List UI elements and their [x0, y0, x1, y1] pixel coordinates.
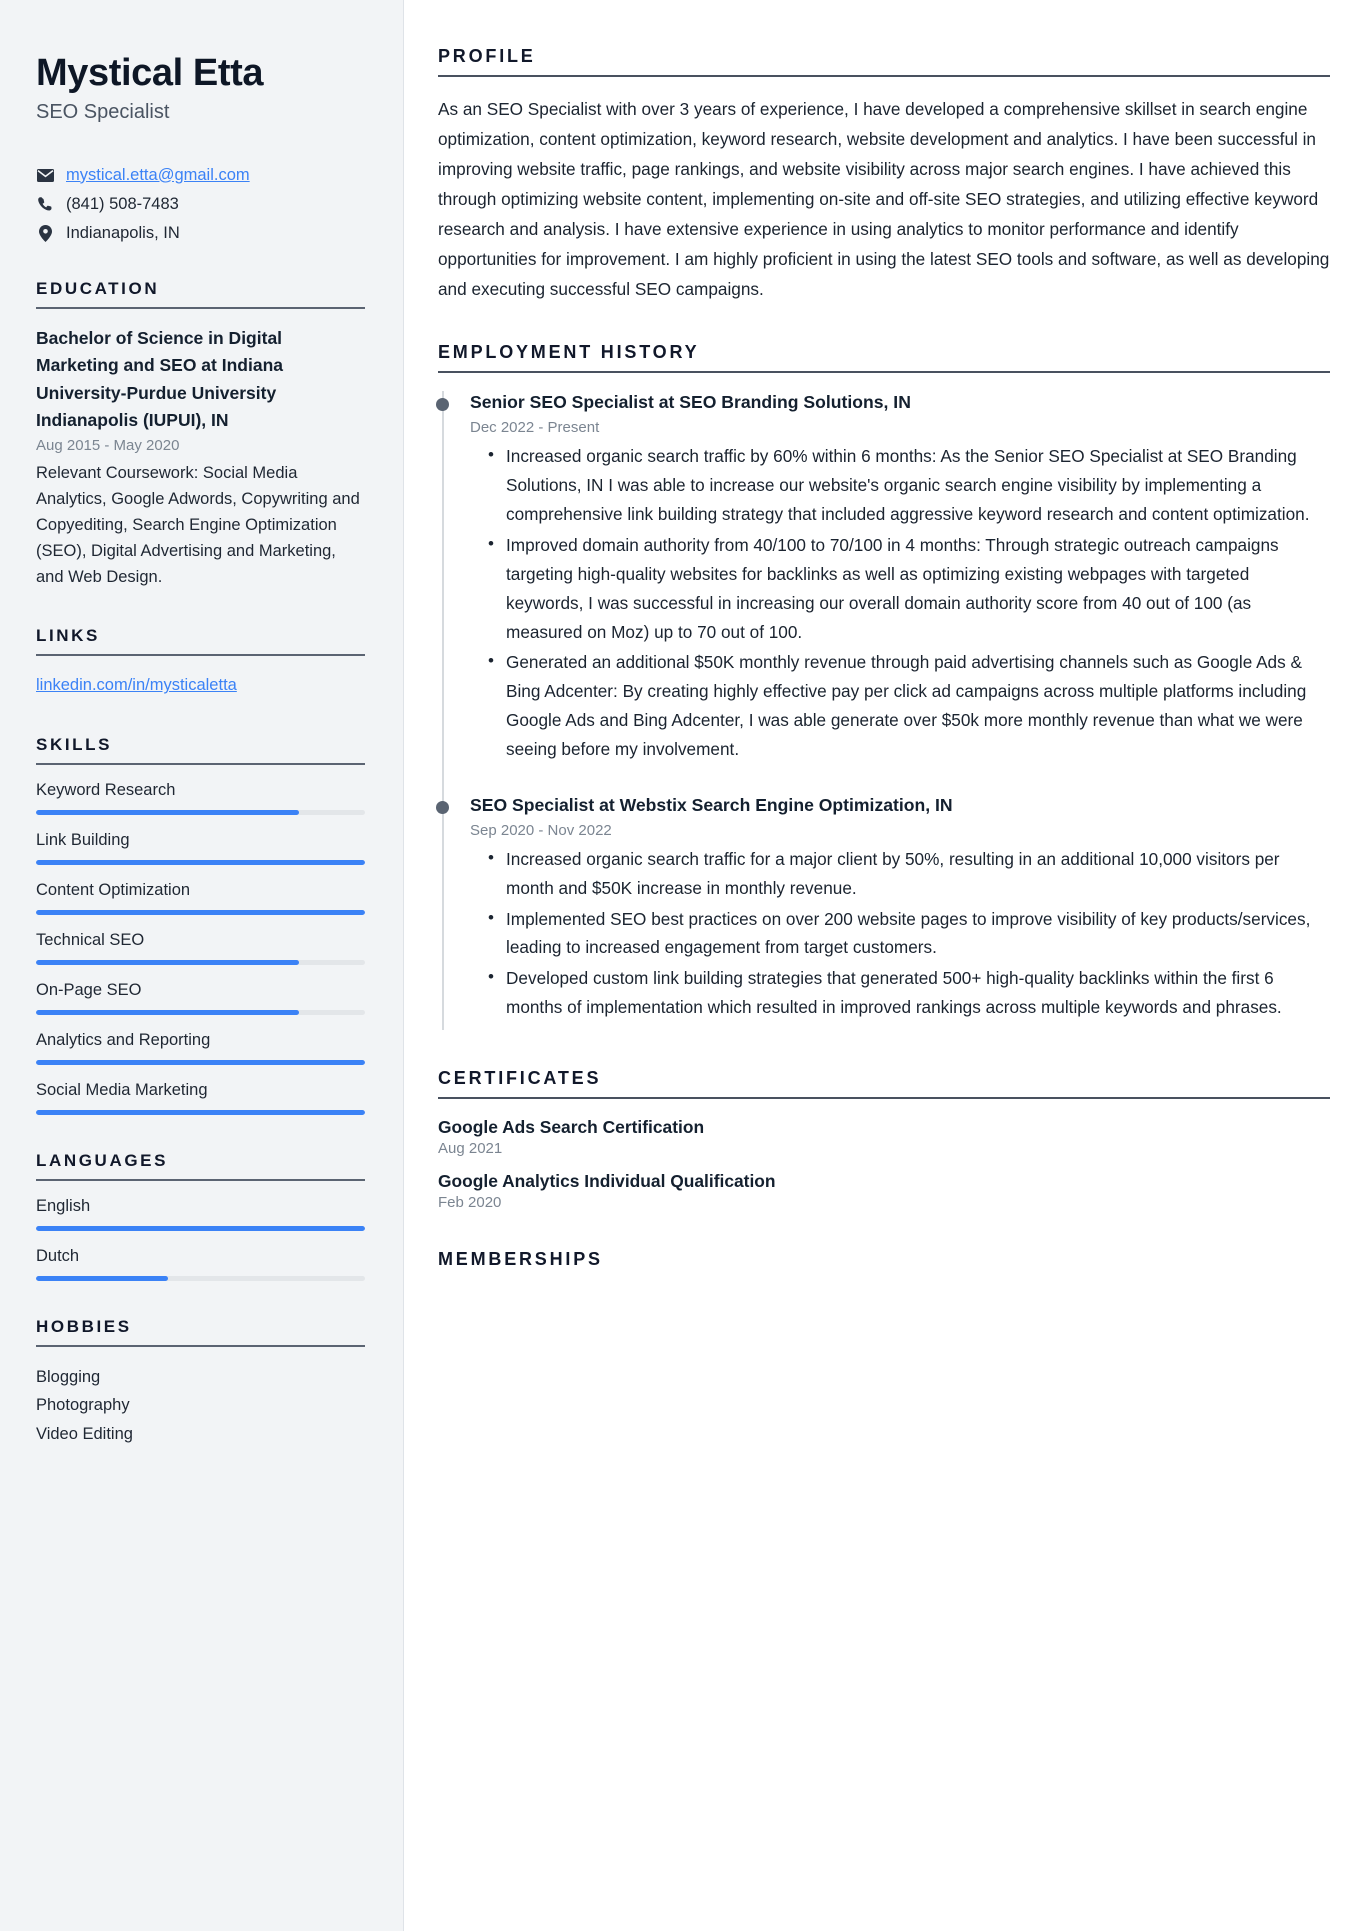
skill-level-fill: [36, 910, 365, 915]
skill-level-track: [36, 1010, 365, 1015]
section-memberships-title: MEMBERSHIPS: [438, 1249, 603, 1270]
hobby-item: Video Editing: [36, 1424, 133, 1443]
timeline-dot-icon: [436, 398, 449, 411]
section-memberships: [438, 1249, 1330, 1270]
employment-bullet: • Improved domain authority from 40/100 to 70/100 in 4 months: Through strategic outreach campaigns targeting high-quality websites for backlinks as well as optimizing existing webpages with targeted keywords, I was successful in increasing our overall domain authority score from 40 out of 100 (as measured on Moz) up to 70 out of 100.: [506, 531, 1330, 647]
section-employment-title: EMPLOYMENT HISTORY: [438, 342, 700, 363]
education-description: Relevant Coursework: Social Media Analytics, Google Adwords, Copywriting and Copyediting, Search Engine Optimization (SEO), Digital Advertising and Marketing, and Web Design.: [36, 464, 360, 587]
timeline-dot-icon: [436, 801, 449, 814]
skill-label: Analytics and Reporting: [36, 1030, 211, 1049]
certificates-list: [438, 1117, 1330, 1211]
section-profile-title: PROFILE: [438, 46, 536, 66]
languages-list: [36, 1197, 365, 1281]
employment-bullet: • Generated an additional $50K monthly revenue through paid advertising channels such as Google Ads & Bing Adcenter: By creating highly effective pay per click ad campaigns across multiple platforms including Google Ads and Bing Adcenter, I was able generate over $50k more monthly revenue than what we were seeing before my involvement.: [506, 648, 1330, 764]
contact-location-row: [36, 224, 365, 243]
language-item: [36, 1247, 365, 1281]
link-item[interactable]: [36, 672, 365, 698]
employment-bullet-list: [470, 442, 1330, 764]
skill-level-track: [36, 1110, 365, 1115]
skill-level-track: [36, 910, 365, 915]
certificate-name: Google Analytics Individual Qualification: [438, 1171, 776, 1192]
contact-list: [36, 166, 365, 243]
skill-level-fill: [36, 860, 365, 865]
skill-item: [36, 931, 365, 965]
employment-bullet: • Implemented SEO best practices on over 200 website pages to improve visibility of key products/services, leading to increased engagement from target customers.: [506, 905, 1330, 963]
employment-title: SEO Specialist at Webstix Search Engine Optimization, IN: [470, 795, 953, 815]
skill-item: [36, 1031, 365, 1065]
candidate-name: Mystical Etta: [36, 52, 264, 94]
contact-phone-row: [36, 195, 365, 214]
language-level-track: [36, 1276, 365, 1281]
skill-label: Keyword Research: [36, 780, 176, 799]
language-level-track: [36, 1226, 365, 1231]
employment-bullet: • Increased organic search traffic by 60% within 6 months: As the Senior SEO Specialist at SEO Branding Solutions, IN I was able to increase our website's organic search engine visibility by implementing a comprehensive link building strategy that included aggressive keyword research and content optimization.: [506, 442, 1330, 529]
phone-icon: [36, 196, 54, 212]
language-level-fill: [36, 1276, 168, 1281]
skills-list: [36, 781, 365, 1115]
section-employment-divider: [438, 371, 1330, 373]
section-profile-divider: [438, 75, 1330, 77]
skill-item: [36, 1081, 365, 1115]
hobby-item: Blogging: [36, 1367, 101, 1386]
employment-bullet: • Developed custom link building strategies that generated 500+ high-quality backlinks within the first 6 months of implementation which resulted in improved rankings across multiple keywords and phrases.: [506, 964, 1330, 1022]
section-certificates: [438, 1068, 1330, 1211]
certificate-date: Aug 2021: [438, 1140, 503, 1158]
certificate-date: Feb 2020: [438, 1194, 502, 1212]
employment-title: Senior SEO Specialist at SEO Branding Solutions, IN: [470, 392, 911, 413]
language-label: English: [36, 1196, 91, 1215]
section-skills-title: SKILLS: [36, 734, 113, 754]
main-content: [404, 0, 1366, 1931]
section-hobbies-title: HOBBIES: [36, 1316, 132, 1336]
certificate-item: [438, 1117, 1330, 1157]
section-education: [36, 279, 365, 591]
section-links: [36, 626, 365, 698]
section-languages: [36, 1151, 365, 1281]
hobby-item: Photography: [36, 1396, 130, 1415]
certificate-item: [438, 1171, 1330, 1211]
section-education-divider: [36, 307, 365, 309]
skill-label: On-Page SEO: [36, 980, 142, 999]
hobbies-list: [36, 1363, 365, 1448]
skill-level-fill: [36, 1060, 365, 1065]
skill-item: [36, 831, 365, 865]
skill-level-track: [36, 810, 365, 815]
employment-timeline: [442, 391, 1330, 1030]
section-certificates-title: CERTIFICATES: [438, 1068, 602, 1089]
certificate-name: Google Ads Search Certification: [438, 1117, 705, 1138]
education-degree: Bachelor of Science in Digital Marketing and SEO at Indiana University-Purdue University Indianapolis (IUPUI), IN: [36, 327, 283, 431]
employment-entry: [470, 794, 1330, 1030]
employment-entry: [470, 391, 1330, 772]
email-icon: [36, 169, 54, 182]
skill-level-track: [36, 860, 365, 865]
section-languages-title: LANGUAGES: [36, 1150, 169, 1170]
email-link[interactable]: mystical.etta@gmail.com: [66, 165, 250, 184]
skill-level-fill: [36, 960, 299, 965]
skill-level-fill: [36, 810, 299, 815]
section-links-divider: [36, 654, 365, 656]
section-profile: [438, 46, 1330, 304]
skill-label: Content Optimization: [36, 880, 191, 899]
section-skills-divider: [36, 763, 365, 765]
name-block: [36, 52, 365, 124]
contact-email-row[interactable]: [36, 166, 365, 185]
section-employment-history: [438, 342, 1330, 1030]
candidate-job-title: SEO Specialist: [36, 100, 170, 123]
language-label: Dutch: [36, 1246, 80, 1265]
section-languages-divider: [36, 1179, 365, 1181]
employment-bullet-list: [470, 845, 1330, 1022]
section-hobbies-divider: [36, 1345, 365, 1347]
employment-date: Sep 2020 - Nov 2022: [470, 821, 612, 839]
skill-item: [36, 781, 365, 815]
language-level-fill: [36, 1226, 365, 1231]
skill-item: [36, 881, 365, 915]
linkedin-link[interactable]: linkedin.com/in/mysticaletta: [36, 676, 237, 695]
skill-level-track: [36, 1060, 365, 1065]
skill-label: Link Building: [36, 830, 130, 849]
education-date: Aug 2015 - May 2020: [36, 437, 180, 455]
section-hobbies: [36, 1317, 365, 1448]
skill-label: Social Media Marketing: [36, 1080, 208, 1099]
skill-item: [36, 981, 365, 1015]
phone-value: (841) 508-7483: [66, 194, 179, 213]
language-item: [36, 1197, 365, 1231]
employment-date: Dec 2022 - Present: [470, 419, 600, 437]
section-links-title: LINKS: [36, 626, 100, 646]
location-value: Indianapolis, IN: [66, 223, 180, 242]
skill-level-fill: [36, 1110, 365, 1115]
employment-spacer: [470, 772, 1330, 794]
skill-level-fill: [36, 1010, 299, 1015]
sidebar: [0, 0, 404, 1931]
employment-bullet: • Increased organic search traffic for a major client by 50%, resulting in an additional 10,000 visitors per month and $50K increase in monthly revenue.: [506, 845, 1330, 903]
location-pin-icon: [36, 225, 54, 242]
skill-label: Technical SEO: [36, 930, 145, 949]
section-skills: [36, 735, 365, 1115]
skill-level-track: [36, 960, 365, 965]
profile-text: As an SEO Specialist with over 3 years of experience, I have developed a comprehensive skillset in search engine optimization, content optimization, keyword research, website development and analytics. I have been successful in improving website traffic, page rankings, and website visibility across major search engines. I have achieved this through optimizing website content, implementing on-site and off-site SEO strategies, and utilizing effective keyword research and analysis. I have extensive experience in using analytics to monitor performance and identify opportunities for improvement. I am highly proficient in using the latest SEO tools and software, as well as developing and executing successful SEO campaigns.: [438, 99, 1330, 299]
section-certificates-divider: [438, 1097, 1330, 1099]
section-education-title: EDUCATION: [36, 278, 160, 298]
